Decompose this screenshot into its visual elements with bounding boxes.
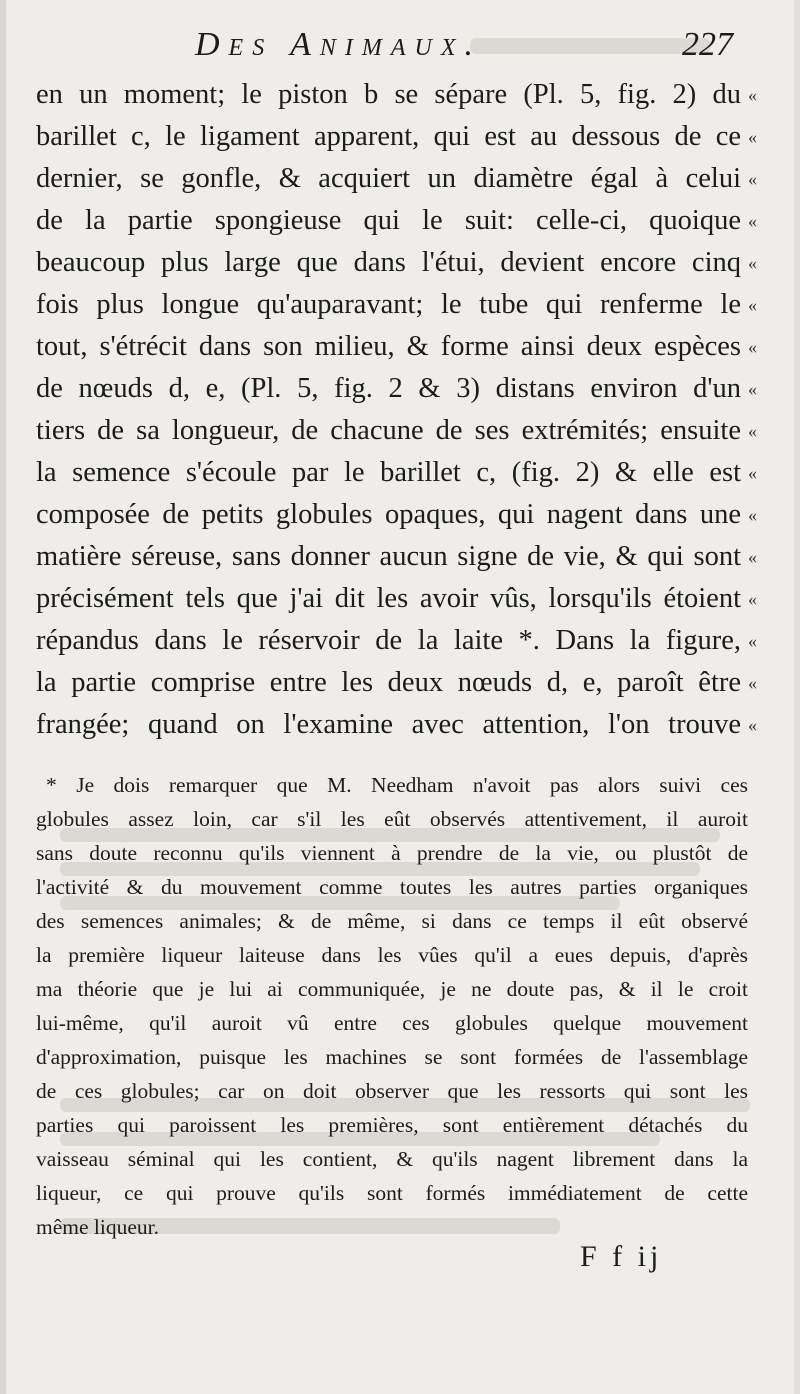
quote-mark: « bbox=[748, 505, 757, 525]
footnote-line: de ces globules; car on doit observer que les ressorts qui sont les bbox=[36, 1079, 748, 1103]
footnote-line: liqueur, ce qui prouve qu'ils sont formés immédiatement de cette bbox=[36, 1181, 748, 1205]
text-line: composée de petits globules opaques, qui nagent dans une bbox=[36, 499, 741, 530]
text-line: de la partie spongieuse qui le suit: celle-ci, quoique bbox=[36, 205, 741, 236]
footnote-line: vaisseau séminal qui les contient, & qu'ils nagent librement dans la bbox=[36, 1147, 748, 1171]
text-line: fois plus longue qu'auparavant; le tube qui renferme le bbox=[36, 289, 741, 320]
footnote-line: parties qui paroissent les premières, sont entièrement détachés du bbox=[36, 1113, 748, 1137]
footnote-block bbox=[36, 768, 748, 1244]
running-title: Des Animaux. bbox=[195, 26, 483, 63]
footnote-line: même liqueur. bbox=[36, 1215, 159, 1239]
footnote-line: sans doute reconnu qu'ils viennent à prendre de la vie, ou plustôt de bbox=[36, 841, 748, 865]
text-line: tiers de sa longueur, de chacune de ses extrémités; ensuite bbox=[36, 415, 741, 446]
footnote-line: * Je dois remarquer que M. Needham n'avoit pas alors suivi ces bbox=[46, 773, 748, 797]
footnote-line: l'activité & du mouvement comme toutes les autres parties organiques bbox=[36, 875, 748, 899]
footnote-line: lui-même, qu'il auroit vû entre ces globules quelque mouvement bbox=[36, 1011, 748, 1035]
footnote-line: des semences animales; & de même, si dans ce temps il eût observé bbox=[36, 909, 748, 933]
quote-mark: « bbox=[748, 211, 757, 231]
quote-mark: « bbox=[748, 253, 757, 273]
text-line: tout, s'étrécit dans son milieu, & forme ainsi deux espèces bbox=[36, 331, 741, 362]
text-line: beaucoup plus large que dans l'étui, devient encore cinq bbox=[36, 247, 741, 278]
footnote-line: globules assez loin, car s'il les eût observés attentivement, il auroit bbox=[36, 807, 748, 831]
text-line: de nœuds d, e, (Pl. 5, fig. 2 & 3) distans environ d'un bbox=[36, 373, 741, 404]
quote-mark: « bbox=[748, 169, 757, 189]
quote-mark: « bbox=[748, 673, 757, 693]
text-line: la semence s'écoule par le barillet c, (fig. 2) & elle est bbox=[36, 457, 741, 488]
signature-mark: F f ij bbox=[580, 1240, 663, 1273]
quote-mark: « bbox=[748, 85, 757, 105]
quote-mark: « bbox=[748, 715, 757, 735]
quote-mark: « bbox=[748, 547, 757, 567]
text-line: en un moment; le piston b se sépare (Pl. 5, fig. 2) du bbox=[36, 79, 741, 110]
footnote-line: la première liqueur laiteuse dans les vûes qu'il a eues depuis, d'après bbox=[36, 943, 748, 967]
page-header bbox=[0, 22, 800, 72]
quote-mark: « bbox=[748, 127, 757, 147]
footnote-line: d'approximation, puisque les machines se sont formées de l'assemblage bbox=[36, 1045, 748, 1069]
footnote-line: ma théorie que je lui ai communiquée, je ne doute pas, & il le croit bbox=[36, 977, 748, 1001]
quote-mark: « bbox=[748, 463, 757, 483]
quote-mark: « bbox=[748, 631, 757, 651]
quote-mark: « bbox=[748, 421, 757, 441]
text-line: la partie comprise entre les deux nœuds d, e, paroît être bbox=[36, 667, 741, 698]
page-number: 227 bbox=[682, 26, 733, 63]
quote-mark: « bbox=[748, 379, 757, 399]
text-line: dernier, se gonfle, & acquiert un diamètre égal à celui bbox=[36, 163, 741, 194]
text-line: barillet c, le ligament apparent, qui est au dessous de ce bbox=[36, 121, 741, 152]
quote-mark: « bbox=[748, 337, 757, 357]
text-line: précisément tels que j'ai dit les avoir vûs, lorsqu'ils étoient bbox=[36, 583, 741, 614]
quote-mark: « bbox=[748, 589, 757, 609]
text-line: répandus dans le réservoir de la laite *. Dans la figure, bbox=[36, 625, 741, 656]
text-line: frangée; quand on l'examine avec attention, l'on trouve bbox=[36, 709, 741, 740]
main-text-block bbox=[36, 74, 741, 746]
quotation-margin bbox=[748, 74, 778, 746]
quote-mark: « bbox=[748, 295, 757, 315]
text-line: matière séreuse, sans donner aucun signe de vie, & qui sont bbox=[36, 541, 741, 572]
